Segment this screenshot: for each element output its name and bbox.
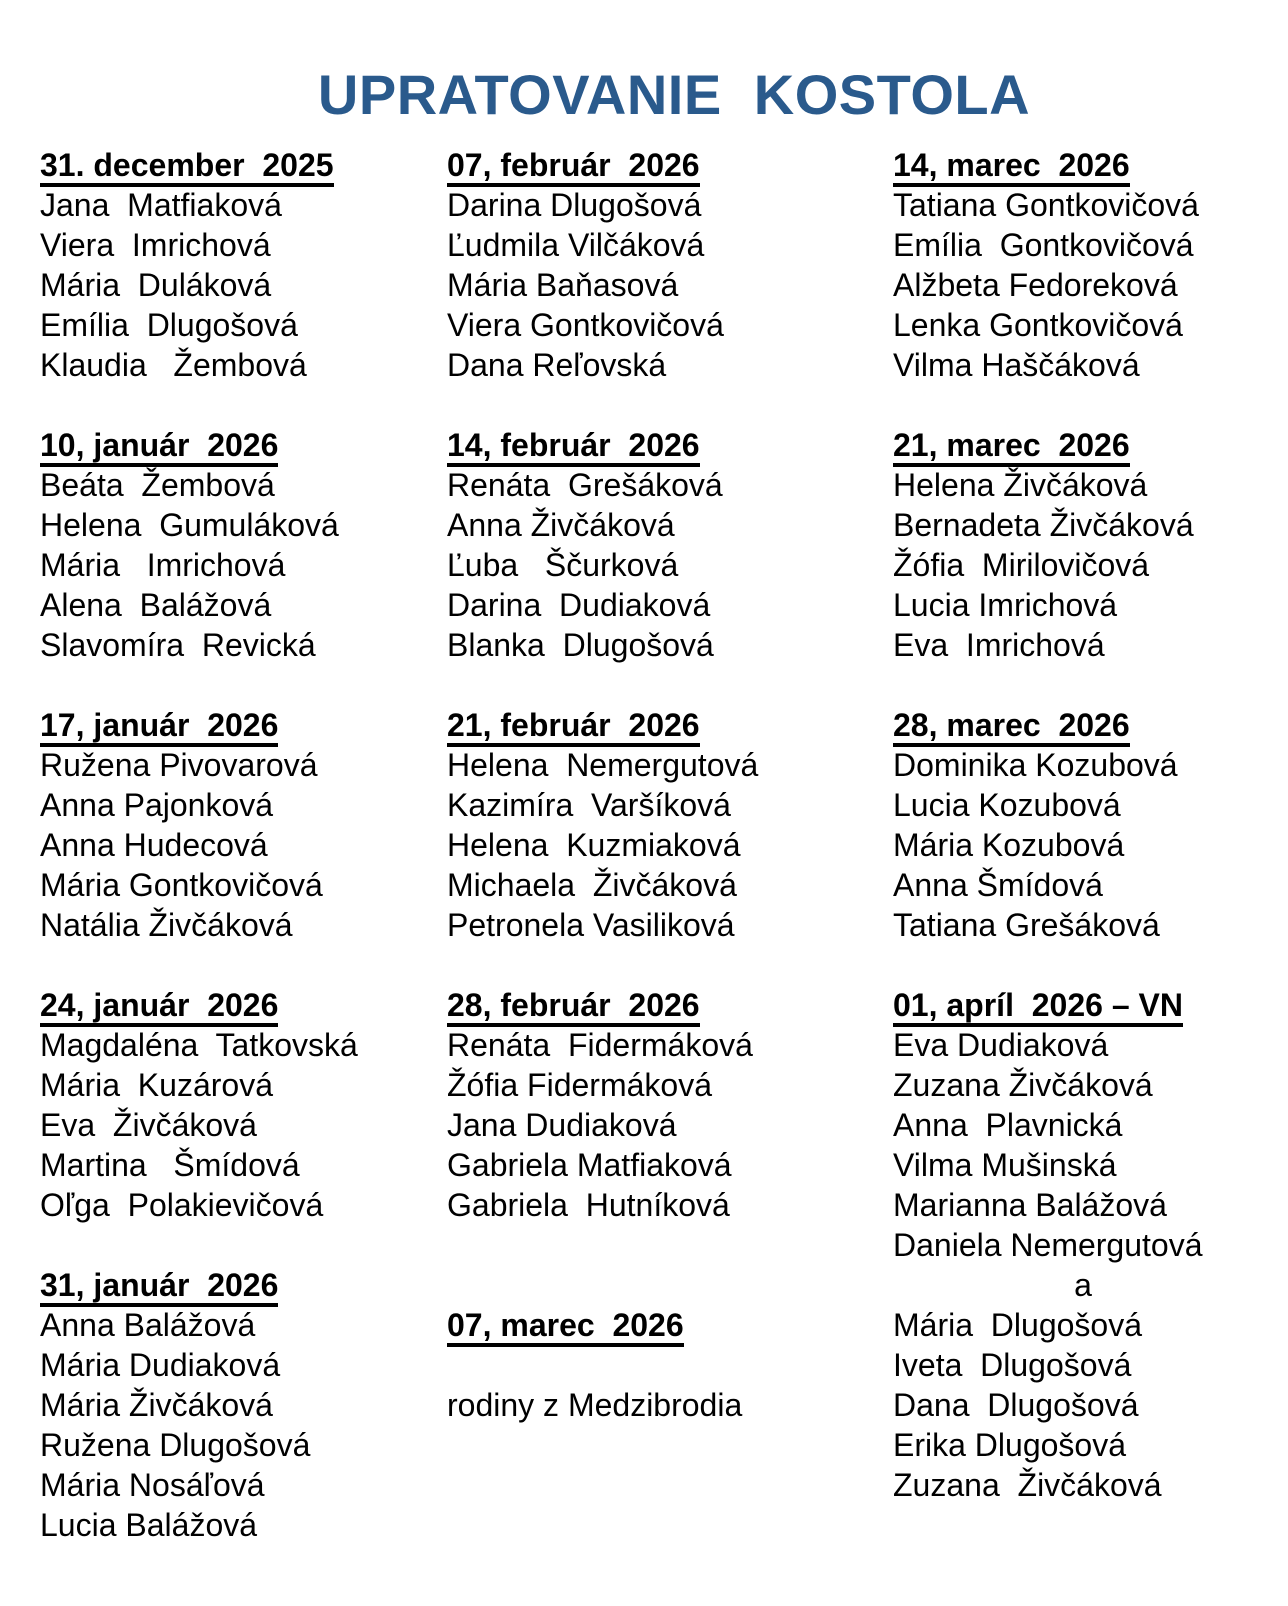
spacer-line [40, 385, 440, 425]
cleaning-person-name: Bernadeta Živčáková [893, 507, 1194, 543]
cleaning-person-name: Jana Matfiaková [40, 187, 282, 223]
section-date-text: 07, marec 2026 [447, 1307, 684, 1347]
cleaning-person-name: Mária Duláková [40, 267, 272, 303]
cleaning-person-name: Anna Balážová [40, 1307, 256, 1343]
section-date-text: 10, január 2026 [40, 427, 278, 467]
section-date-header [40, 145, 440, 185]
spacer-line [40, 945, 440, 985]
cleaning-person-name: Viera Gontkovičová [447, 307, 724, 343]
section-date-text: 14, február 2026 [447, 427, 700, 467]
spacer-line [447, 665, 847, 705]
section-date-header [40, 425, 440, 465]
cleaning-person-name: Tatiana Gontkovičová [893, 187, 1199, 223]
cleaning-person-name: Lenka Gontkovičová [893, 307, 1183, 343]
section-date-header [40, 705, 440, 745]
schedule-column-1 [40, 145, 440, 1545]
cleaning-person-name: Mária Dudiaková [40, 1347, 281, 1383]
cleaning-person-name: Mária Kuzárová [40, 1067, 273, 1103]
cleaning-person-name: Vilma Haščáková [893, 347, 1140, 383]
page-title: UPRATOVANIE KOSTOLA [317, 63, 1031, 126]
spacer-line [447, 1225, 847, 1265]
schedule-columns [0, 145, 1288, 1606]
cleaning-person-name: Ľudmila Vilčáková [447, 227, 705, 263]
section-date-text: 14, marec 2026 [893, 147, 1130, 187]
cleaning-person-name: Viera Imrichová [40, 227, 271, 263]
cleaning-person-name: Dominika Kozubová [893, 747, 1178, 783]
cleaning-person-name: Erika Dlugošová [893, 1427, 1126, 1463]
cleaning-person-name: Dana Reľovská [447, 347, 667, 383]
cleaning-person-name: Zuzana Živčáková [893, 1067, 1153, 1103]
cleaning-person-name: rodiny z Medzibrodia [447, 1387, 743, 1423]
cleaning-person-name: Marianna Balážová [893, 1187, 1167, 1223]
cleaning-person-name: Oľga Polakievičová [40, 1187, 324, 1223]
spacer-line [447, 1345, 847, 1385]
cleaning-person-name: Magdaléna Tatkovská [40, 1027, 358, 1063]
cleaning-person-name: Renáta Fidermáková [447, 1027, 753, 1063]
section-date-header [40, 985, 440, 1025]
section-date-header [447, 1305, 847, 1345]
spacer-line [447, 945, 847, 985]
section-date-header [447, 985, 847, 1025]
cleaning-person-name: Eva Živčáková [40, 1107, 257, 1143]
cleaning-person-name: Michaela Živčáková [447, 867, 737, 903]
cleaning-person-name: Lucia Kozubová [893, 787, 1121, 823]
cleaning-person-name: Žófia Fidermáková [447, 1067, 712, 1103]
section-date-header [893, 705, 1273, 745]
cleaning-person-name: Martina Šmídová [40, 1147, 300, 1183]
cleaning-person-name: Anna Šmídová [893, 867, 1103, 903]
cleaning-person-name: Mária Nosáľová [40, 1467, 265, 1503]
cleaning-person-name: Vilma Mušinská [893, 1147, 1117, 1183]
cleaning-person-name: Alena Balážová [40, 587, 272, 623]
cleaning-person-name: Natália Živčáková [40, 907, 293, 943]
cleaning-person-name: Helena Gumuláková [40, 507, 339, 543]
section-date-text: 31. december 2025 [40, 147, 334, 187]
section-date-header [893, 145, 1273, 185]
cleaning-person-name: Jana Dudiaková [447, 1107, 677, 1143]
cleaning-person-name: Darina Dlugošová [447, 187, 702, 223]
cleaning-person-name: Mária Dlugošová [893, 1307, 1142, 1343]
cleaning-person-name: Eva Imrichová [893, 627, 1105, 663]
cleaning-person-name: Iveta Dlugošová [893, 1347, 1132, 1383]
cleaning-person-name: Gabriela Hutníková [447, 1187, 730, 1223]
cleaning-person-name: Ružena Pivovarová [40, 747, 318, 783]
cleaning-person-name: Mária Baňasová [447, 267, 679, 303]
cleaning-person-name: Žófia Mirilovičová [893, 547, 1150, 583]
cleaning-person-name: Slavomíra Revická [40, 627, 316, 663]
cleaning-person-name: Lucia Balážová [40, 1507, 258, 1543]
section-date-header [893, 425, 1273, 465]
cleaning-person-name: Beáta Žembová [40, 467, 275, 503]
cleaning-person-name: Mária Gontkovičová [40, 867, 323, 903]
cleaning-person-name: Mária Živčáková [40, 1387, 273, 1423]
cleaning-person-name: Dana Dlugošová [893, 1387, 1139, 1423]
cleaning-person-name: Petronela Vasiliková [447, 907, 735, 943]
section-date-text: 21, február 2026 [447, 707, 700, 747]
spacer-line [447, 385, 847, 425]
cleaning-person-name: Blanka Dlugošová [447, 627, 714, 663]
schedule-column-3 [893, 145, 1273, 1505]
section-date-text: 21, marec 2026 [893, 427, 1130, 467]
cleaning-person-name: Lucia Imrichová [893, 587, 1118, 623]
cleaning-person-name: Ľuba Ščurková [447, 547, 679, 583]
cleaning-person-name: Tatiana Grešáková [893, 907, 1160, 943]
section-date-header [447, 425, 847, 465]
spacer-line [893, 385, 1273, 425]
cleaning-person-name: Renáta Grešáková [447, 467, 723, 503]
cleaning-person-name: Kazimíra Varšíková [447, 787, 731, 823]
cleaning-person-name: Klaudia Žembová [40, 347, 307, 383]
cleaning-person-name: Helena Nemergutová [447, 747, 759, 783]
cleaning-person-name: Anna Hudecová [40, 827, 268, 863]
cleaning-person-name: Darina Dudiaková [447, 587, 711, 623]
spacer-line [447, 1265, 847, 1305]
title-bar [30, 62, 1288, 127]
section-date-header [447, 145, 847, 185]
cleaning-person-name: Anna Plavnická [893, 1107, 1123, 1143]
cleaning-person-name: Gabriela Matfiaková [447, 1147, 732, 1183]
section-date-text: 31, január 2026 [40, 1267, 278, 1307]
cleaning-person-name: Helena Kuzmiaková [447, 827, 741, 863]
section-date-text: 24, január 2026 [40, 987, 278, 1027]
cleaning-person-name: Helena Živčáková [893, 467, 1148, 503]
cleaning-person-name: Anna Pajonková [40, 787, 274, 823]
spacer-line [893, 665, 1273, 705]
section-date-text: 01, apríl 2026 – VN [893, 987, 1183, 1027]
cleaning-person-name: Emília Dlugošová [40, 307, 298, 343]
schedule-column-2 [447, 145, 847, 1425]
section-date-text: 07, február 2026 [447, 147, 700, 187]
cleaning-person-name: Mária Kozubová [893, 827, 1125, 863]
section-date-header [447, 705, 847, 745]
cleaning-person-name: Eva Dudiaková [893, 1027, 1109, 1063]
spacer-line [40, 1225, 440, 1265]
section-date-header [893, 985, 1273, 1025]
spacer-line [893, 945, 1273, 985]
section-date-text: 28, február 2026 [447, 987, 700, 1027]
connector-text: a [1074, 1267, 1092, 1303]
spacer-line [40, 665, 440, 705]
section-date-header [40, 1265, 440, 1305]
section-date-text: 28, marec 2026 [893, 707, 1130, 747]
section-date-text: 17, január 2026 [40, 707, 278, 747]
cleaning-person-name: Alžbeta Fedoreková [893, 267, 1178, 303]
cleaning-person-name: Zuzana Živčáková [893, 1467, 1162, 1503]
cleaning-person-name: Daniela Nemergutová [893, 1227, 1203, 1263]
cleaning-person-name: Emília Gontkovičová [893, 227, 1194, 263]
cleaning-person-name: Ružena Dlugošová [40, 1427, 311, 1463]
cleaning-person-name: Anna Živčáková [447, 507, 675, 543]
cleaning-person-name: Mária Imrichová [40, 547, 286, 583]
